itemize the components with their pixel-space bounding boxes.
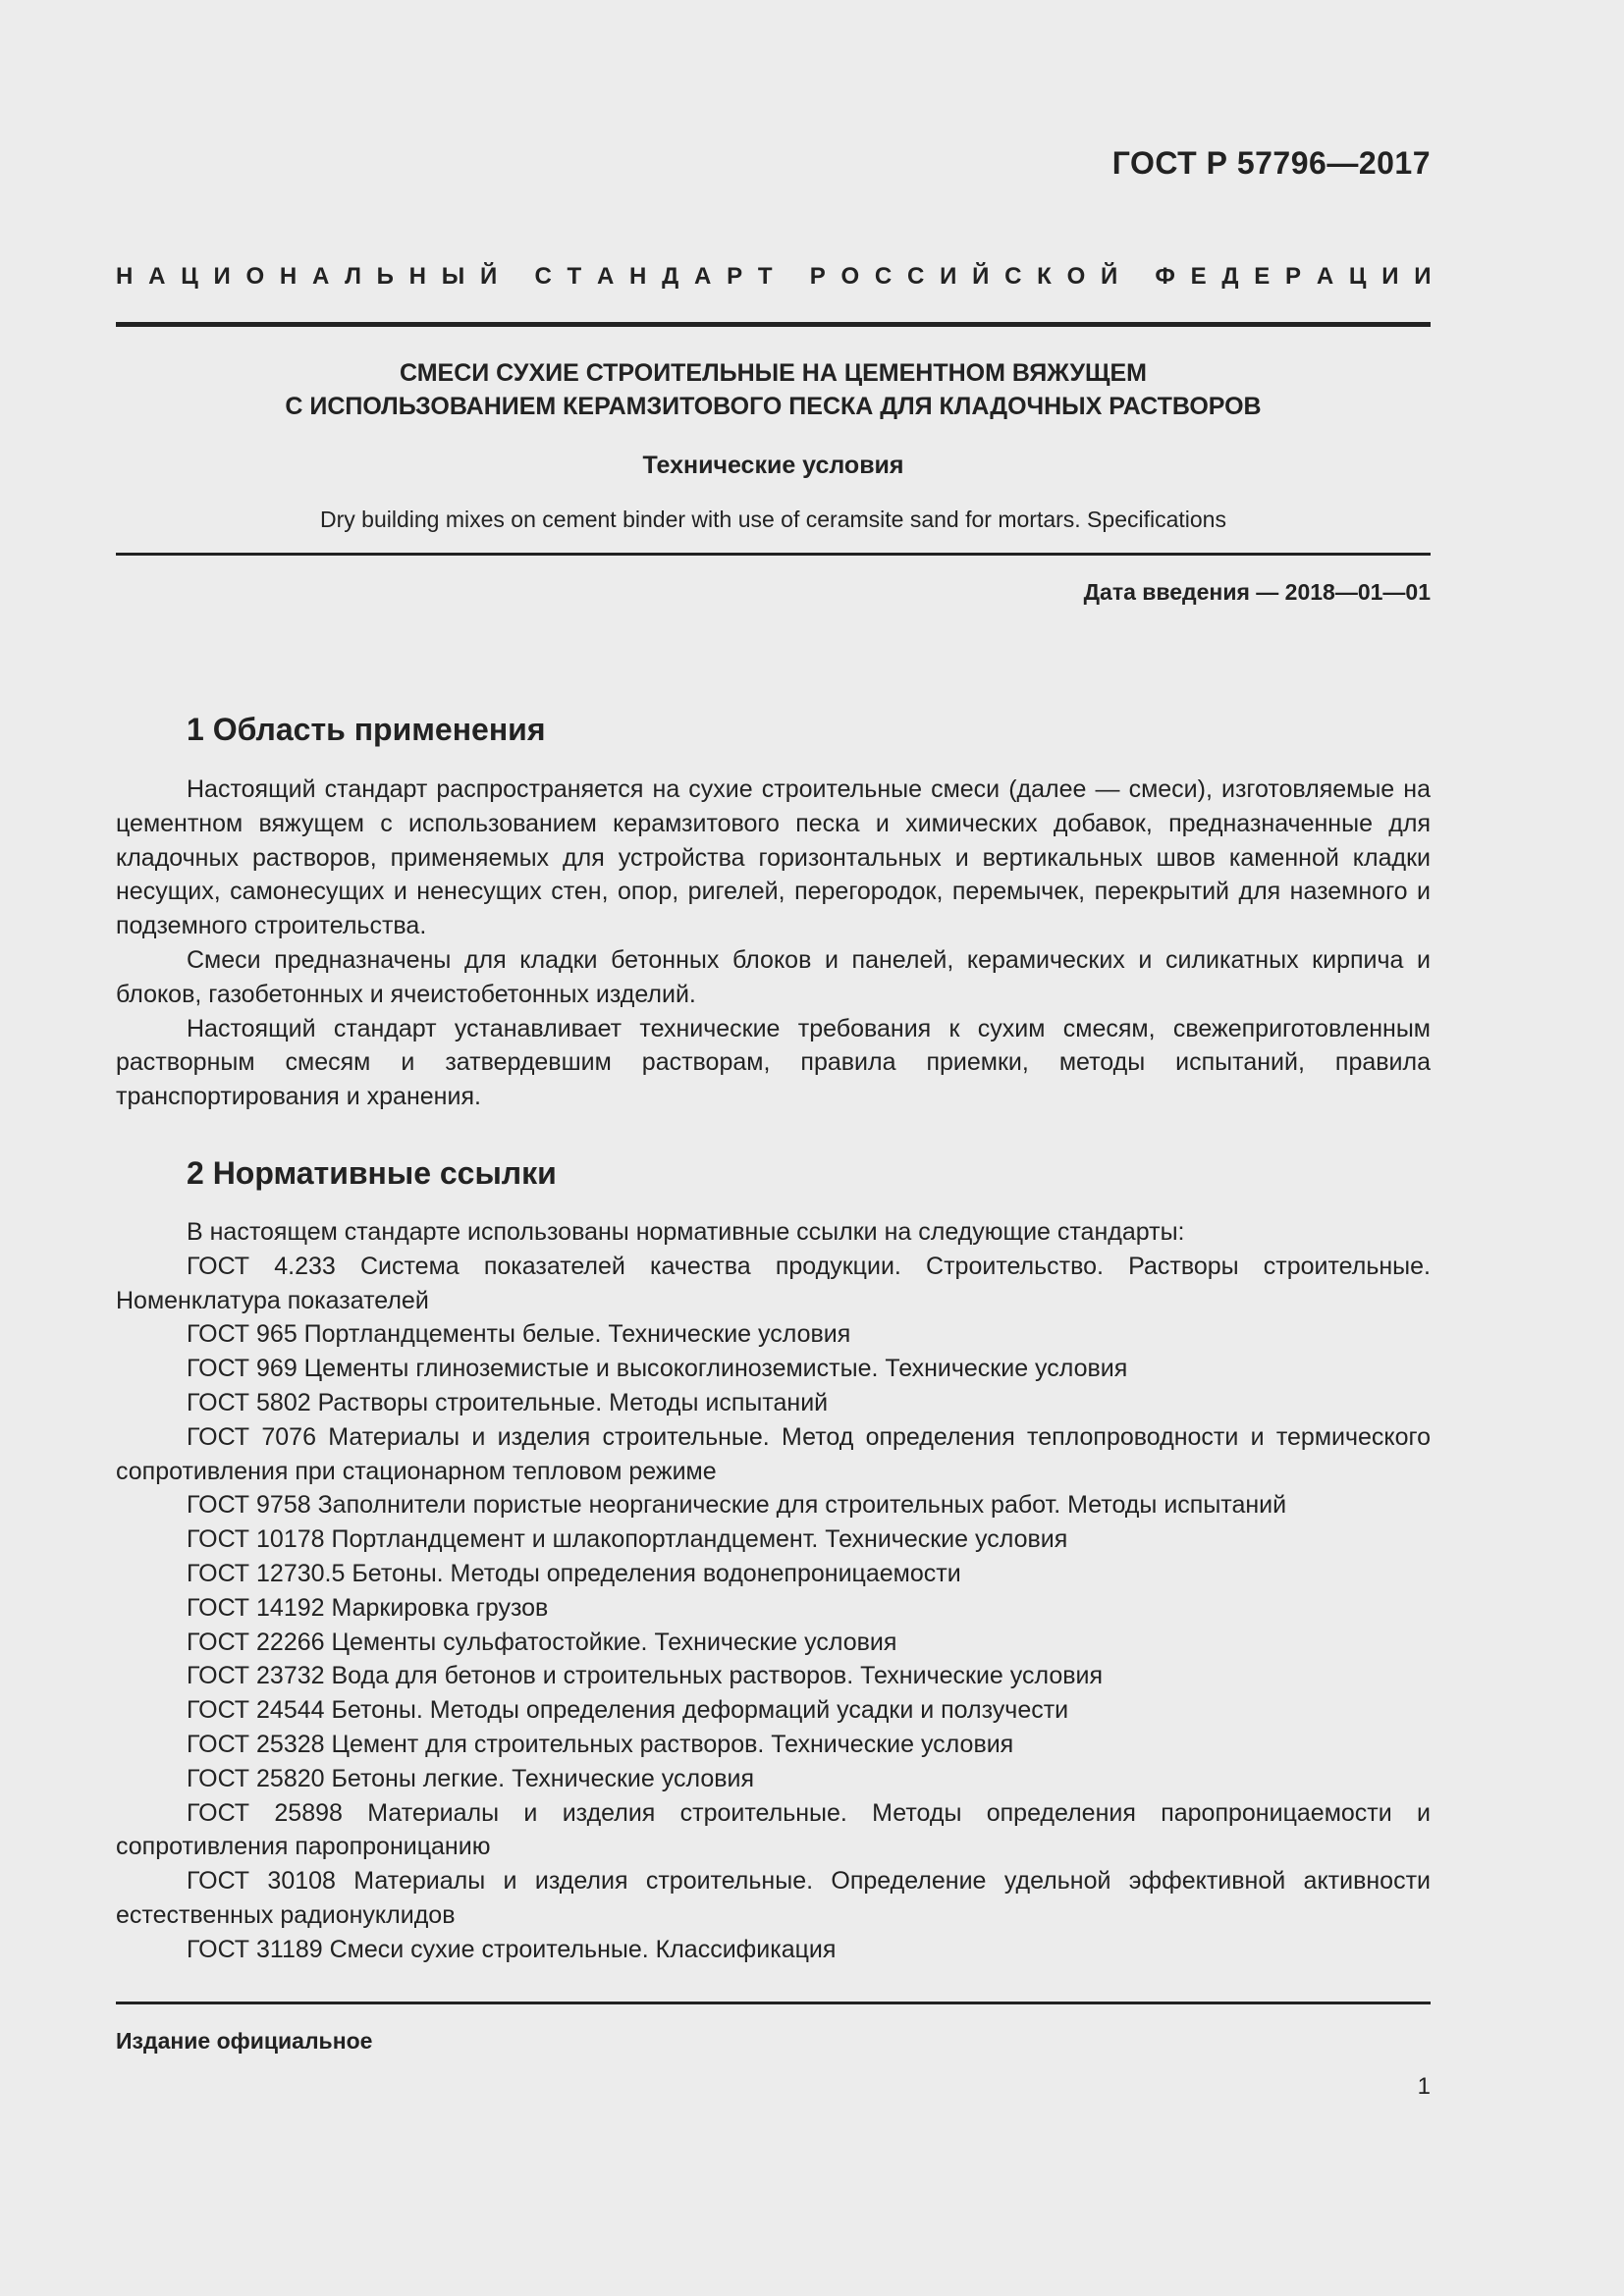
reference-item: ГОСТ 23732 Вода для бетонов и строительных растворов. Технические условия bbox=[187, 1662, 1104, 1690]
document-title bbox=[116, 356, 1431, 423]
national-heading-letter: Н bbox=[629, 263, 647, 290]
reference-item: ГОСТ 31189 Смеси сухие строительные. Классификация bbox=[187, 1935, 837, 1963]
national-heading-letter: Ы bbox=[441, 263, 465, 290]
reference-item: ГОСТ 14192 Маркировка грузов bbox=[187, 1593, 549, 1622]
national-heading-letter: С bbox=[534, 263, 552, 290]
national-heading-letter bbox=[1133, 263, 1140, 291]
national-heading-letter: К bbox=[1037, 263, 1052, 290]
national-heading-letter: Д bbox=[662, 263, 679, 290]
national-heading-letter: Н bbox=[408, 263, 427, 290]
national-heading-letter: Р bbox=[1285, 263, 1302, 290]
reference-item: ГОСТ 25328 Цемент для строительных растворов. Технические условия bbox=[187, 1730, 1014, 1758]
national-heading-letter: Н bbox=[116, 263, 134, 290]
reference-item: ГОСТ 25898 Материалы и изделия строительные. Методы определения паропроницаемости и сопротивления паропроницанию bbox=[116, 1798, 1431, 1861]
national-heading-letter: Д bbox=[1221, 263, 1239, 290]
title-line-1: СМЕСИ СУХИЕ СТРОИТЕЛЬНЫЕ НА ЦЕМЕНТНОМ ВЯЖУЩЕМ bbox=[399, 359, 1148, 387]
national-heading-letter: И bbox=[213, 263, 231, 290]
national-heading-letter: Й bbox=[972, 263, 990, 290]
national-heading-letter: Т bbox=[757, 263, 773, 290]
section-1-heading: 1 Область применения bbox=[187, 712, 546, 747]
reference-item: ГОСТ 4.233 Система показателей качества продукции. Строительство. Растворы строительные. Номенклатура показателей bbox=[116, 1252, 1431, 1314]
document-id: ГОСТ Р 57796—2017 bbox=[1111, 145, 1431, 181]
title-divider bbox=[116, 553, 1431, 556]
reference-item: ГОСТ 965 Портландцементы белые. Технические условия bbox=[187, 1320, 851, 1349]
national-heading-letter: Й bbox=[480, 263, 498, 290]
national-heading-letter: Р bbox=[727, 263, 743, 290]
section-2-heading: 2 Нормативные ссылки bbox=[187, 1155, 557, 1191]
footer-divider bbox=[116, 2002, 1431, 2004]
national-heading-letter bbox=[787, 263, 794, 291]
page-number: 1 bbox=[1417, 2073, 1431, 2100]
national-heading-letter: И bbox=[940, 263, 957, 290]
national-heading-letter: А bbox=[694, 263, 712, 290]
national-heading-letter: С bbox=[906, 263, 925, 290]
national-heading-letter: А bbox=[311, 263, 330, 290]
national-heading-letter: О bbox=[245, 263, 265, 290]
reference-item: ГОСТ 30108 Материалы и изделия строительные. Определение удельной эффективной активности естественных радионуклидов bbox=[116, 1867, 1431, 1929]
document-subtitle: Технические условия bbox=[642, 452, 904, 479]
national-heading-letter: С bbox=[1004, 263, 1022, 290]
english-title: Dry building mixes on cement binder with use of ceramsite sand for mortars. Specifications bbox=[320, 507, 1226, 532]
national-heading-letter: И bbox=[1414, 263, 1432, 290]
section-1-paragraph: Настоящий стандарт устанавливает технические требования к сухим смесям, свежеприготовленным растворным смесям и затвердевшим растворам, правила приемки, методы испытаний, правила транспортирования и хранения. bbox=[116, 1014, 1431, 1111]
national-heading-letter: Р bbox=[809, 263, 826, 290]
references-intro: В настоящем стандарте использованы нормативные ссылки на следующие стандарты: bbox=[187, 1218, 1185, 1246]
section-1-body bbox=[116, 773, 1431, 1114]
section-1-paragraph: Настоящий стандарт распространяется на сухие строительные смеси (далее — смеси), изготовляемые на цементном вяжущем с использованием керамзитового песка и химических добавок, предназначенные для кладочных растворов, применяемых для устройства горизонтальных и вертикальных швов каменной кладки несущих, самонесущих и ненесущих стен, опор, ригелей, перегородок, перемычек, перекрытий для наземного и подземного строительства. bbox=[116, 775, 1431, 940]
national-heading-letter: О bbox=[840, 263, 860, 290]
national-heading-letter: Е bbox=[1190, 263, 1207, 290]
national-heading-letter: Е bbox=[1254, 263, 1271, 290]
section-1-paragraph: Смеси предназначены для кладки бетонных блоков и панелей, керамических и силикатных кирпича и блоков, газобетонных и ячеистобетонных изделий. bbox=[116, 945, 1431, 1008]
introduction-date: Дата введения — 2018—01—01 bbox=[1083, 579, 1431, 605]
top-divider bbox=[116, 322, 1431, 327]
title-line-2: С ИСПОЛЬЗОВАНИЕМ КЕРАМЗИТОВОГО ПЕСКА ДЛЯ КЛАДОЧНЫХ РАСТВОРОВ bbox=[285, 393, 1262, 420]
reference-item: ГОСТ 22266 Цементы сульфатостойкие. Технические условия bbox=[187, 1628, 897, 1656]
national-heading-letter: А bbox=[1316, 263, 1334, 290]
reference-item: ГОСТ 5802 Растворы строительные. Методы испытаний bbox=[187, 1388, 829, 1416]
reference-item: ГОСТ 25820 Бетоны легкие. Технические условия bbox=[187, 1764, 755, 1792]
reference-item: ГОСТ 7076 Материалы и изделия строительные. Метод определения теплопроводности и термического сопротивления при стационарном тепловом режиме bbox=[116, 1422, 1431, 1485]
national-heading-letter: Ф bbox=[1155, 263, 1175, 290]
national-heading-letter: А bbox=[148, 263, 166, 290]
national-heading-letter: Ь bbox=[376, 263, 394, 290]
national-heading-letter: Т bbox=[567, 263, 582, 290]
national-heading-letter: И bbox=[1381, 263, 1399, 290]
national-heading-letter: Й bbox=[1101, 263, 1118, 290]
national-heading-letter: С bbox=[874, 263, 893, 290]
section-2-body bbox=[116, 1215, 1431, 1967]
national-heading-letter: О bbox=[1066, 263, 1086, 290]
official-edition-label: Издание официальное bbox=[116, 2028, 373, 2054]
national-heading-letter bbox=[513, 263, 519, 291]
reference-item: ГОСТ 12730.5 Бетоны. Методы определения водонепроницаемости bbox=[187, 1559, 961, 1587]
national-heading-letter: Ц bbox=[181, 263, 198, 290]
reference-item: ГОСТ 9758 Заполнители пористые неорганические для строительных работ. Методы испытаний bbox=[187, 1491, 1287, 1520]
national-standard-heading bbox=[116, 263, 1432, 291]
national-heading-letter: Ц bbox=[1348, 263, 1367, 290]
national-heading-letter: Н bbox=[279, 263, 298, 290]
reference-item: ГОСТ 24544 Бетоны. Методы определения деформаций усадки и ползучести bbox=[187, 1696, 1069, 1725]
national-heading-letter: А bbox=[596, 263, 615, 290]
reference-item: ГОСТ 969 Цементы глиноземистые и высокоглиноземистые. Технические условия bbox=[187, 1355, 1128, 1383]
national-heading-letter: Л bbox=[345, 263, 361, 290]
reference-item: ГОСТ 10178 Портландцемент и шлакопортландцемент. Технические условия bbox=[187, 1525, 1068, 1554]
